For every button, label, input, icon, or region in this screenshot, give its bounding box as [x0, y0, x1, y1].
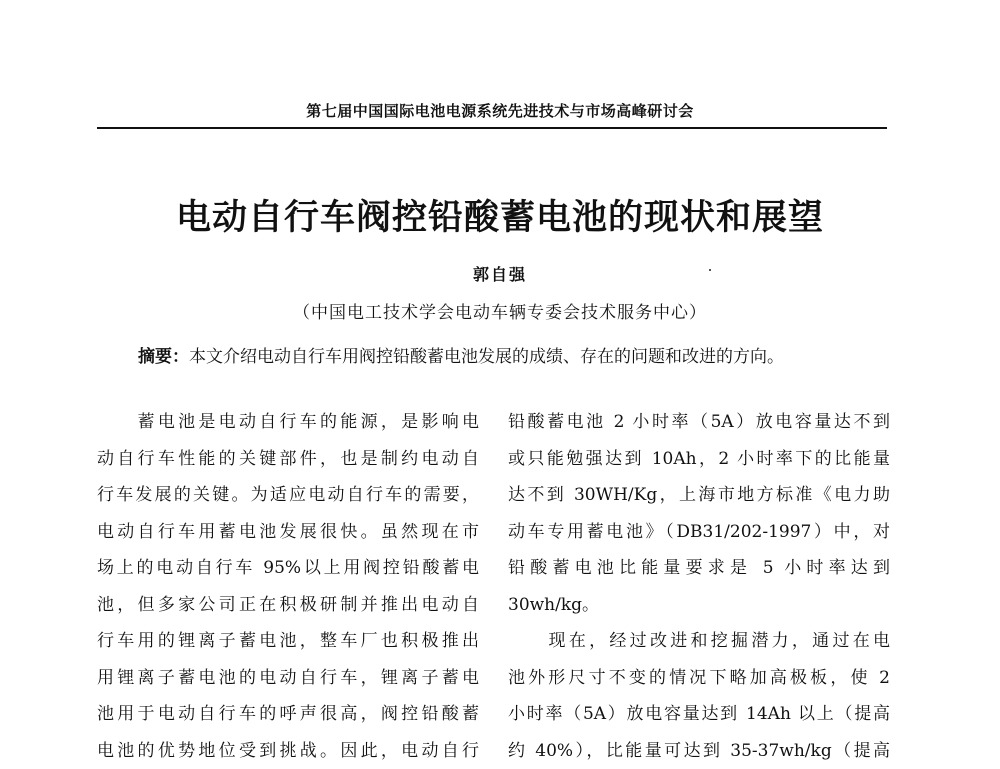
body-line: 行车用的锂离子蓄电池，整车厂也积极推出: [97, 623, 479, 660]
body-line: 现在，经过改进和挖掘潜力，通过在电: [508, 623, 890, 660]
running-header: 第七届中国国际电池电源系统先进技术与市场高峰研讨会: [0, 100, 1000, 121]
body-column-right: [508, 404, 890, 769]
body-line: 池，但多家公司正在积极研制并推出电动自: [97, 587, 479, 624]
author-name: 郭自强: [0, 262, 1000, 285]
body-line: 动自行车性能的关键部件，也是制约电动自: [97, 441, 479, 478]
body-line: 行车发展的关键。为适应电动自行车的需要，: [97, 477, 479, 514]
body-line: 30wh/kg。: [508, 587, 890, 624]
header-rule: [97, 127, 887, 129]
author-affiliation: （中国电工技术学会电动车辆专委会技术服务中心）: [0, 298, 1000, 323]
body-line: 达不到 30WH/Kg，上海市地方标准《电力助: [508, 477, 890, 514]
abstract: [138, 342, 878, 367]
abstract-text: 本文介绍电动自行车用阀控铅酸蓄电池发展的成绩、存在的问题和改进的方向。: [189, 347, 784, 367]
paper-title: 电动自行车阀控铅酸蓄电池的现状和展望: [0, 190, 1000, 240]
body-line: 铅酸蓄电池比能量要求是 5 小时率达到: [508, 550, 890, 587]
body-line: 池外形尺寸不变的情况下略加高极板，使 2: [508, 660, 890, 697]
body-column-left: [97, 404, 479, 769]
body-line: 或只能勉强达到 10Ah，2 小时率下的比能量: [508, 441, 890, 478]
body-line: 铅酸蓄电池 2 小时率（5A）放电容量达不到: [508, 404, 890, 441]
scan-speck: [709, 269, 711, 271]
body-line: 池用于电动自行车的呼声很高，阀控铅酸蓄: [97, 696, 479, 733]
body-line: 蓄电池是电动自行车的能源，是影响电: [97, 404, 479, 441]
abstract-label: 摘要：: [138, 347, 189, 367]
body-line: 小时率（5A）放电容量达到 14Ah 以上（提高: [508, 696, 890, 733]
body-line: 电池的优势地位受到挑战。因此，电动自行: [97, 733, 479, 769]
body-line: 约 40%），比能量可达到 35-37wh/kg（提高: [508, 733, 890, 769]
body-line: 电动自行车用蓄电池发展很快。虽然现在市: [97, 514, 479, 551]
body-line: 场上的电动自行车 95%以上用阀控铅酸蓄电: [97, 550, 479, 587]
body-line: 动车专用蓄电池》（DB31/202-1997）中，对: [508, 514, 890, 551]
body-line: 用锂离子蓄电池的电动自行车，锂离子蓄电: [97, 660, 479, 697]
